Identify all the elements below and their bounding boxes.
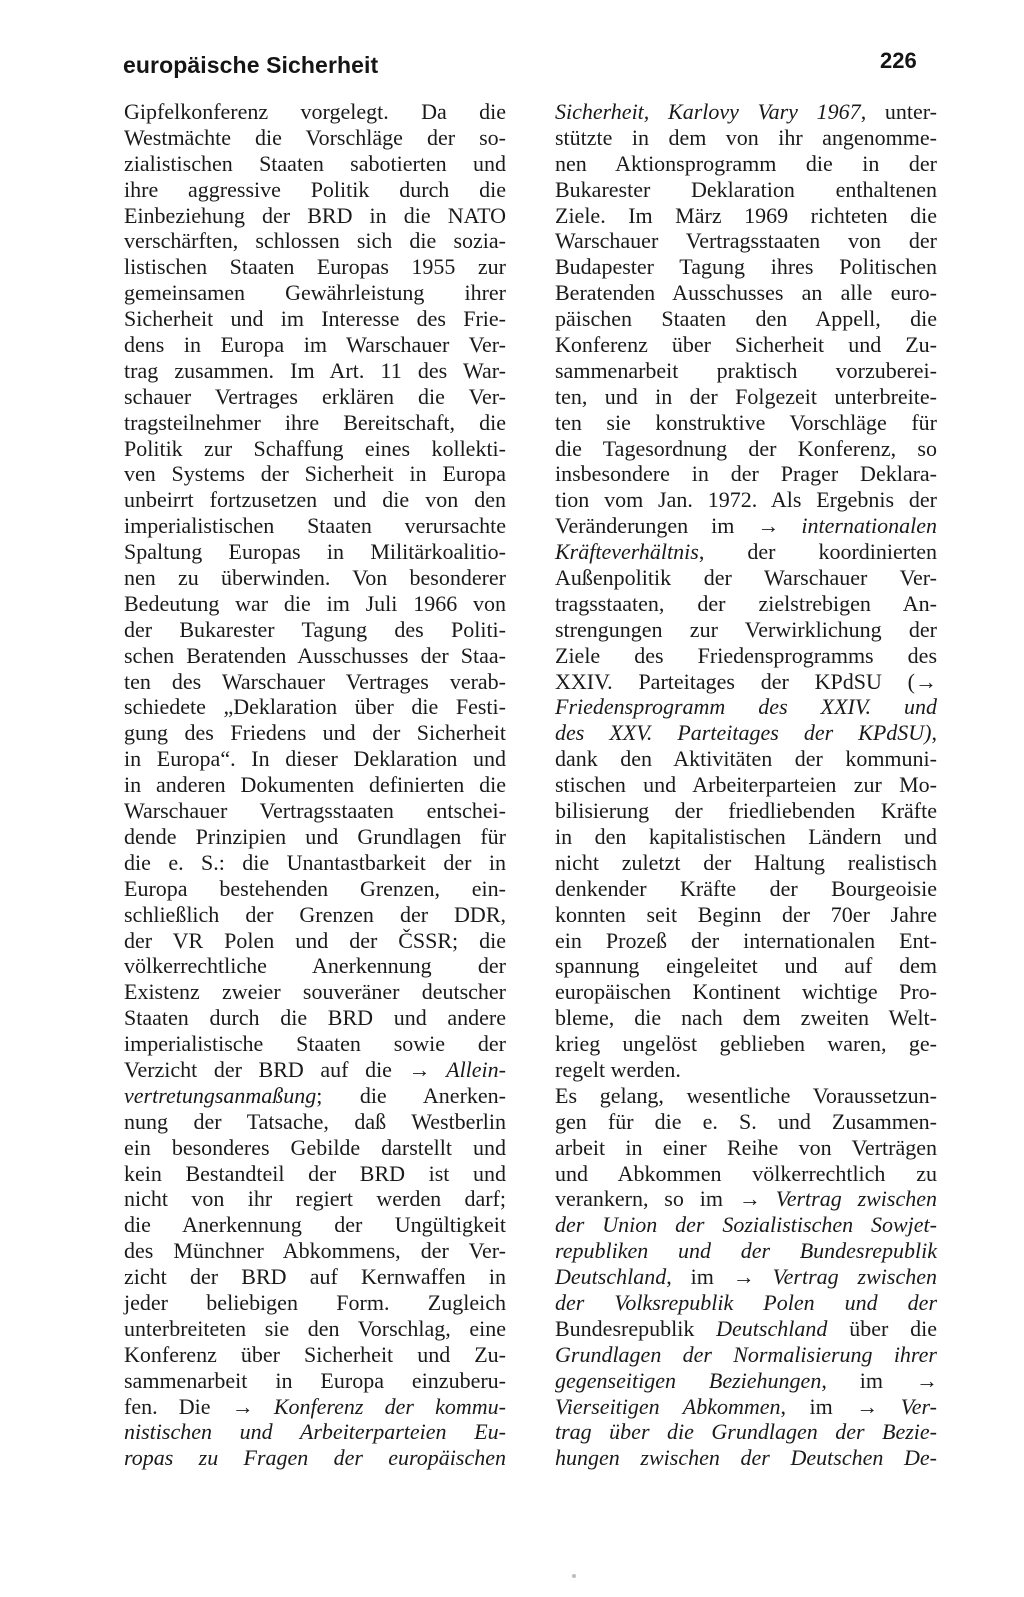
text-line: die Anerkennung der Ungültigkeit [124, 1212, 506, 1238]
text-line: nen Aktionsprogramm die in der [555, 150, 937, 176]
text-line: bilisierung der friedliebenden Kräfte [555, 798, 937, 824]
text-line: Bedeutung war die im Juli 1966 von [124, 590, 506, 616]
text-line: schauer Vertrages erklären die Ver- [124, 383, 506, 409]
text-line: Sicherheit, Karlovy Vary 1967, unter- [555, 99, 938, 124]
text-line: sammenarbeit in Europa einzuberu- [124, 1367, 506, 1393]
text-line: der Bukarester Tagung des Politi- [124, 616, 506, 642]
text-line: Verzicht der BRD auf die → Allein- [124, 1056, 506, 1082]
text-line: strengungen zur Verwirklichung der [555, 616, 937, 642]
text-line: die e. S.: die Unantastbarkeit der in [124, 849, 506, 875]
text-line: hungen zwischen der Deutschen De- [555, 1445, 937, 1471]
text-line: unterbreiteten sie den Vorschlag, eine [124, 1315, 506, 1341]
text-line: und Abkommen völkerrechtlich zu [555, 1160, 937, 1186]
text-line: ven Systems der Sicherheit in Europa [124, 461, 506, 487]
text-line: des Münchner Abkommens, der Ver- [124, 1238, 506, 1264]
text-line: Grundlagen der Normalisierung ihrer [555, 1341, 937, 1367]
text-line: Warschauer Vertragsstaaten von der [555, 228, 937, 254]
text-line: schiedete „Deklaration über die Festi- [124, 694, 506, 720]
text-line: ten des Warschauer Vertrages verab- [124, 668, 506, 694]
text-line: ropas zu Fragen der europäischen [124, 1445, 506, 1471]
text-line: Einbeziehung der BRD in die NATO [124, 202, 506, 228]
text-line: nung der Tatsache, daß Westberlin [124, 1108, 506, 1134]
text-line: europäischen Kontinent wichtige Pro- [555, 979, 937, 1005]
text-line: völkerrechtliche Anerkennung der [124, 953, 506, 979]
text-line: gemeinsamen Gewährleistung ihrer [124, 280, 506, 306]
text-line: Deutschland, im → Vertrag zwischen [555, 1264, 937, 1290]
text-line: jeder beliebigen Form. Zugleich [124, 1289, 506, 1315]
text-line: Ziele des Friedensprogramms des [555, 642, 937, 668]
text-line: ein Prozeß der internationalen Ent- [555, 927, 937, 953]
text-line: schen Beratenden Ausschusses der Staa- [124, 642, 506, 668]
text-line: tragsteilnehmer ihre Bereitschaft, die [124, 409, 506, 435]
text-line: in anderen Dokumenten definierten die [124, 772, 506, 798]
text-line: zialistischen Staaten sabotierten und [124, 150, 506, 176]
text-line: ihre aggressive Politik durch die [124, 176, 506, 202]
text-line: Staaten durch die BRD und andere [124, 1005, 506, 1031]
text-line: Konferenz über Sicherheit und Zu- [124, 1341, 506, 1367]
text-line: kein Bestandteil der BRD ist und [124, 1160, 506, 1186]
text-line: der VR Polen und der ČSSR; die [124, 927, 506, 953]
running-head: europäische Sicherheit [123, 52, 379, 78]
text-line: verschärften, schlossen sich die sozia- [124, 228, 506, 254]
text-line: Spaltung Europas in Militärkoalitio- [124, 539, 506, 565]
text-line: denkender Kräfte der Bourgeoisie [555, 875, 937, 901]
text-column-left [124, 99, 506, 1471]
text-line: Beratenden Ausschusses an alle euro- [555, 280, 937, 306]
text-line: Sicherheit und im Interesse des Frie- [124, 306, 506, 332]
text-line: Ziele. Im März 1969 richteten die [555, 202, 937, 228]
text-line: die Tagesordnung der Konferenz, so [555, 435, 937, 461]
text-line: gen für die e. S. und Zusammen- [555, 1108, 937, 1134]
text-line: regelt werden. [555, 1056, 681, 1082]
text-line: vertretungsanmaßung; die Anerken- [124, 1082, 506, 1108]
text-line: Konferenz über Sicherheit und Zu- [555, 332, 937, 358]
text-line: nen zu überwinden. Von besonderer [124, 565, 506, 591]
text-line: Bukarester Deklaration enthaltenen [555, 176, 937, 202]
text-line: ten sie konstruktive Vorschläge für [555, 409, 937, 435]
text-line: Friedensprogramm des XXIV. und [555, 694, 937, 720]
text-line: Warschauer Vertragsstaaten entschei- [124, 798, 506, 824]
text-line: imperialistischen Staaten verursachte [124, 513, 506, 539]
text-line: nicht von ihr regiert werden darf; [124, 1186, 506, 1212]
text-line: spannung eingeleitet und auf dem [555, 953, 937, 979]
text-line: nistischen und Arbeiterparteien Eu- [124, 1419, 506, 1445]
text-line: Politik zur Schaffung eines kollekti- [124, 435, 506, 461]
text-line: des XXV. Parteitages der KPdSU), [555, 720, 937, 746]
text-line: ein besonderes Gebilde darstellt und [124, 1134, 506, 1160]
text-line: gegenseitigen Beziehungen, im → [555, 1367, 937, 1393]
text-line: der Union der Sozialistischen Sowjet- [555, 1212, 937, 1238]
text-line: stischen und Arbeiterparteien zur Mo- [555, 772, 937, 798]
text-line: zicht der BRD auf Kernwaffen in [124, 1264, 506, 1290]
text-line: nicht zuletzt der Haltung realistisch [555, 849, 937, 875]
text-line: Vierseitigen Abkommen, im → Ver- [555, 1393, 937, 1419]
text-line: konnten seit Beginn der 70er Jahre [555, 901, 937, 927]
text-line: republiken und der Bundesrepublik [555, 1238, 937, 1264]
text-line: gung des Friedens und der Sicherheit [124, 720, 506, 746]
text-line: imperialistische Staaten sowie der [124, 1031, 506, 1057]
text-line: in Europa“. In dieser Deklaration und [124, 746, 506, 772]
text-line: Es gelang, wesentliche Voraussetzun- [555, 1082, 937, 1108]
text-line: dende Prinzipien und Grundlagen für [124, 823, 506, 849]
page-number: 226 [880, 48, 917, 73]
text-line: tragsstaaten, der zielstrebigen An- [555, 590, 937, 616]
text-line: Europa bestehenden Grenzen, ein- [124, 875, 506, 901]
page-speck [572, 1574, 576, 1578]
text-line: Budapester Tagung ihres Politischen [555, 254, 937, 280]
text-line: Bundesrepublik Deutschland über die [555, 1315, 937, 1341]
text-line: dens in Europa im Warschauer Ver- [124, 332, 506, 358]
text-line: päischen Staaten den Appell, die [555, 306, 937, 332]
text-line: trag zusammen. Im Art. 11 des War- [124, 357, 506, 383]
text-line: trag über die Grundlagen der Bezie- [555, 1419, 937, 1445]
text-line: stützte in dem von ihr angenomme- [555, 124, 937, 150]
text-line: krieg ungelöst geblieben waren, ge- [555, 1031, 937, 1057]
text-line: ten, und in der Folgezeit unterbreite- [555, 383, 937, 409]
text-line: XXIV. Parteitages der KPdSU (→ [555, 668, 937, 694]
text-line: in den kapitalistischen Ländern und [555, 823, 937, 849]
text-line: dank den Aktivitäten der kommuni- [555, 746, 937, 772]
text-line: Kräfteverhältnis, der koordinierten [555, 539, 937, 565]
text-line: sammenarbeit praktisch vorzuberei- [555, 357, 937, 383]
text-line: tion vom Jan. 1972. Als Ergebnis der [555, 487, 937, 513]
text-line: der Volksrepublik Polen und der [555, 1289, 937, 1315]
text-column-right [555, 99, 937, 1471]
text-line: arbeit in einer Reihe von Verträgen [555, 1134, 937, 1160]
text-line: Existenz zweier souveräner deutscher [124, 979, 506, 1005]
text-line: Westmächte die Vorschläge der so- [124, 124, 506, 150]
text-line: listischen Staaten Europas 1955 zur [124, 254, 506, 280]
text-line: Gipfelkonferenz vorgelegt. Da die [124, 99, 506, 124]
text-line: Außenpolitik der Warschauer Ver- [555, 565, 937, 591]
text-line: schließlich der Grenzen der DDR, [124, 901, 506, 927]
text-line: insbesondere in der Prager Deklara- [555, 461, 937, 487]
text-line: verankern, so im → Vertrag zwischen [555, 1186, 938, 1212]
text-line: fen. Die → Konferenz der kommu- [124, 1393, 506, 1419]
text-line: unbeirrt fortzusetzen und die von den [124, 487, 506, 513]
text-line: Veränderungen im → internationalen [555, 513, 937, 539]
text-line: bleme, die nach dem zweiten Welt- [555, 1005, 937, 1031]
